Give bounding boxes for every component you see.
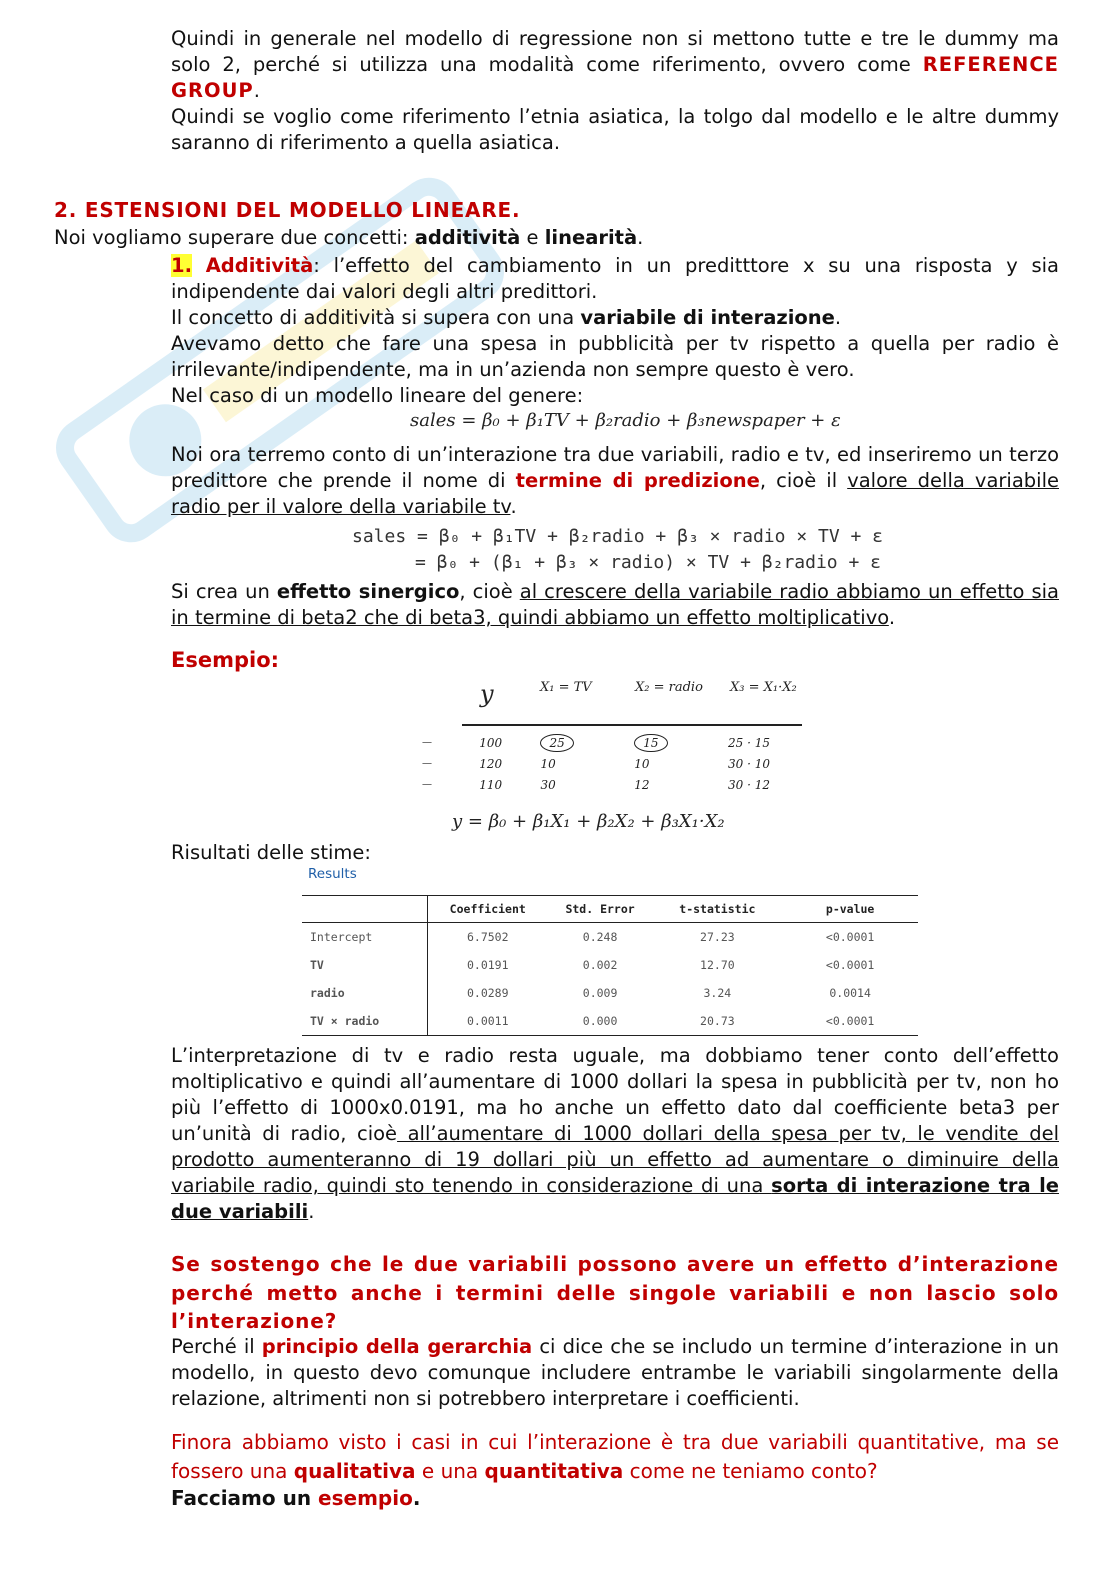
answer-text-b: ci dice che se includo un termine d’interazione in un modello, in questo devo comunque includere entrambe le variabili singolarmente della relazione, altrimenti non si potrebbero interpretare i coefficienti. xyxy=(171,1335,1059,1410)
additivity-title: Additività xyxy=(205,254,314,277)
line5-text: Noi ora terremo conto di un’interazione tra due variabili, radio e tv, ed inseriremo un terzo predittore che prende il nome di xyxy=(171,443,1059,492)
hw-cell xyxy=(540,736,634,750)
hierarchy-answer xyxy=(171,1334,1059,1412)
results-row xyxy=(302,1007,918,1036)
hw-dash-icon: — xyxy=(422,737,432,748)
formula-linear-model: sales = β₀ + β₁TV + β₂radio + β₃newspaper + ε xyxy=(410,410,841,431)
results-cell: 12.70 xyxy=(700,958,735,972)
closing-f3: . xyxy=(412,1486,421,1510)
results-cell: 0.0014 xyxy=(829,986,871,1000)
additivity-definition xyxy=(171,253,1059,305)
line5-end: . xyxy=(510,495,517,518)
line6-text-b: , cioè xyxy=(459,580,520,603)
line6-text: Si crea un xyxy=(171,580,277,603)
hw-cell xyxy=(634,736,728,750)
interaction-variable-line xyxy=(171,305,1059,331)
header-p-value: p-value xyxy=(825,902,875,916)
results-row xyxy=(302,951,918,979)
hw-header-x3: X₃ = X₁·X₂ xyxy=(730,680,797,695)
example-title: Esempio: xyxy=(171,648,280,672)
results-row-label: radio xyxy=(302,979,427,1007)
header-coefficient: Coefficient xyxy=(449,902,526,916)
hw-row xyxy=(422,774,807,795)
closing-quantitative: quantitativa xyxy=(484,1458,624,1483)
linear-model-line: Nel caso di un modello lineare del genere: xyxy=(171,384,584,407)
closing-paragraph xyxy=(171,1428,1059,1485)
hierarchy-question: Se sostengo che le due variabili possono avere un effetto d’interazione perché metto anche i termini delle singole variabili e non lascio solo l’interazione? xyxy=(171,1252,1059,1333)
hw-circled-value: 25 xyxy=(540,734,573,752)
closing-mid: e una xyxy=(415,1458,485,1483)
lead-text: Noi vogliamo superare due concetti: xyxy=(54,226,415,249)
hw-header-rule xyxy=(462,724,802,726)
results-cell: <0.0001 xyxy=(825,1014,875,1028)
intro-text: Quindi in generale nel modello di regressione non si mettono tutte e tre le dummy ma solo 2, perché si utilizza una modalità come riferimento, ovvero come xyxy=(171,27,1059,76)
results-cell: 0.0289 xyxy=(466,986,509,1000)
hw-rows xyxy=(422,732,807,795)
reference-group-term: REFERENCE GROUP xyxy=(171,53,1059,102)
hw-cell: 10 xyxy=(540,756,556,771)
header-t-statistic: t-statistic xyxy=(679,902,756,916)
answer-text: Perché il xyxy=(171,1335,262,1358)
lead-and: e xyxy=(520,226,545,249)
hw-equation: y = β₀ + β₁X₁ + β₂X₂ + β₃X₁·X₂ xyxy=(452,811,725,832)
hw-row xyxy=(422,732,807,753)
prediction-term: termine di predizione xyxy=(515,469,760,492)
line5-text-b: , cioè il xyxy=(759,469,848,492)
results-title: Results xyxy=(308,866,357,882)
hw-dash-icon: — xyxy=(422,758,432,769)
results-cell: 0.000 xyxy=(582,1014,618,1028)
results-cell: <0.0001 xyxy=(825,958,875,972)
line2-text: Il concetto di additività si supera con una xyxy=(171,306,581,329)
hw-cell: 12 xyxy=(634,777,650,792)
hw-cell: 10 xyxy=(634,756,650,771)
line6-underlined: al crescere della variabile radio abbiamo un effetto sia in termine di beta2 che di beta3, quindi abbiamo un effetto moltiplicativo xyxy=(171,580,1059,629)
results-row-label: TV × radio xyxy=(302,1007,427,1036)
section-title: 2. ESTENSIONI DEL MODELLO LINEARE. xyxy=(54,198,521,222)
results-row-label: TV xyxy=(302,951,427,979)
lead-end: . xyxy=(637,226,644,249)
header-blank xyxy=(302,896,427,923)
interaction-paragraph xyxy=(171,442,1059,520)
hw-cell: 120 xyxy=(479,756,503,771)
intro-paragraph xyxy=(171,26,1059,156)
hw-row xyxy=(422,753,807,774)
results-cell: 0.0191 xyxy=(466,958,509,972)
additivity-number: 1. xyxy=(171,254,192,277)
results-table-wrapper xyxy=(302,895,918,1036)
synergy-term: effetto sinergico xyxy=(276,580,460,603)
results-cell: 0.002 xyxy=(582,958,618,972)
results-header-row xyxy=(302,896,918,923)
handwritten-example xyxy=(422,676,807,838)
results-cell: <0.0001 xyxy=(825,930,875,944)
results-row xyxy=(302,979,918,1007)
interp-end: . xyxy=(308,1200,315,1223)
intro-end: . xyxy=(253,79,260,102)
hw-cell: 100 xyxy=(479,735,503,750)
synergy-paragraph xyxy=(171,579,1059,631)
hw-dash-icon: — xyxy=(422,779,432,790)
hw-cell: 110 xyxy=(479,777,503,792)
closing-f2: esempio xyxy=(318,1486,413,1510)
hw-circled-value: 15 xyxy=(634,734,667,752)
closing-f1: Facciamo un xyxy=(171,1486,319,1510)
results-label: Risultati delle stime: xyxy=(171,841,371,864)
closing-text: Finora abbiamo visto i casi in cui l’interazione è tra due variabili quantitative, ma se fossero una xyxy=(171,1430,1059,1483)
line6-end: . xyxy=(888,606,896,629)
hw-header-row xyxy=(480,680,810,708)
formula-interaction-1: sales = β₀ + β₁TV + β₂radio + β₃ × radio × TV + ε xyxy=(352,526,884,547)
results-row xyxy=(302,923,918,952)
hw-header-x1: X₁ = TV xyxy=(540,680,592,695)
lead-additivity: additività xyxy=(414,226,521,249)
results-cell: 20.73 xyxy=(700,1014,735,1028)
results-cell: 3.24 xyxy=(703,986,732,1000)
header-std-error: Std. Error xyxy=(565,902,635,916)
hw-cell: 30 · 10 xyxy=(728,756,770,771)
results-cell: 0.248 xyxy=(582,930,618,944)
intro-text-2: Quindi se voglio come riferimento l’etnia asiatica, la tolgo dal modello e le altre dummy saranno di riferimento a quella asiatica. xyxy=(171,105,1059,154)
results-cell: 0.0011 xyxy=(466,1014,509,1028)
hw-cell: 25 · 15 xyxy=(728,735,770,750)
closing-example-line xyxy=(171,1486,420,1510)
results-row-label: Intercept xyxy=(302,923,427,952)
hw-header-x2: X₂ = radio xyxy=(635,680,703,695)
interaction-variable-term: variabile di interazione xyxy=(580,306,835,329)
tv-radio-paragraph: Avevamo detto che fare una spesa in pubblicità per tv rispetto a quella per radio è irrilevante/indipendente, ma in un’azienda non sempre questo è vero. xyxy=(171,332,1059,381)
interp-underlined: all’aumentare di 1000 dollari della spesa per tv, le vendite del prodotto aumenteranno di 19 dollari più un effetto ad aumentare o diminuire della variabile radio, quindi sto tenendo in considerazione di una xyxy=(171,1122,1059,1197)
results-cell: 0.009 xyxy=(582,986,618,1000)
interp-text: L’interpretazione di tv e radio resta uguale, ma dobbiamo tener conto dell’effetto moltiplicativo e quindi all’aumentare di 1000 dollari la spesa in pubblicità per tv, non ho più l’effetto di 1000x0.0191, ma ho anche un effetto dato dal coefficiente beta3 per un’unità di radio, cioè xyxy=(171,1044,1059,1145)
line5-underlined: valore della variabile radio per il valore della variabile tv xyxy=(171,469,1059,518)
formula-interaction-2: = β₀ + (β₁ + β₃ × radio) × TV + β₂radio + ε xyxy=(415,552,881,573)
interp-underlined-bold: sorta di interazione tra le due variabili xyxy=(171,1174,1059,1223)
results-body xyxy=(302,923,918,1036)
results-cell: 6.7502 xyxy=(466,930,509,944)
interpretation-paragraph xyxy=(171,1043,1059,1225)
hierarchy-principle-term: principio della gerarchia xyxy=(261,1335,533,1358)
lead-linearity: linearità xyxy=(544,226,638,249)
hw-header-y: y xyxy=(480,680,494,708)
line2-end: . xyxy=(834,306,842,329)
closing-qualitative: qualitativa xyxy=(293,1458,416,1483)
closing-question: come ne teniamo conto? xyxy=(623,1458,878,1483)
hw-cell: 30 · 12 xyxy=(728,777,770,792)
additivity-def: : l’effetto del cambiamento in un preditttore x su una risposta y sia indipendente dai valori degli altri predittori. xyxy=(171,254,1059,303)
section-lead xyxy=(54,225,643,251)
results-cell: 27.23 xyxy=(700,930,735,944)
results-table xyxy=(302,895,918,1036)
hw-cell: 30 xyxy=(540,777,556,792)
